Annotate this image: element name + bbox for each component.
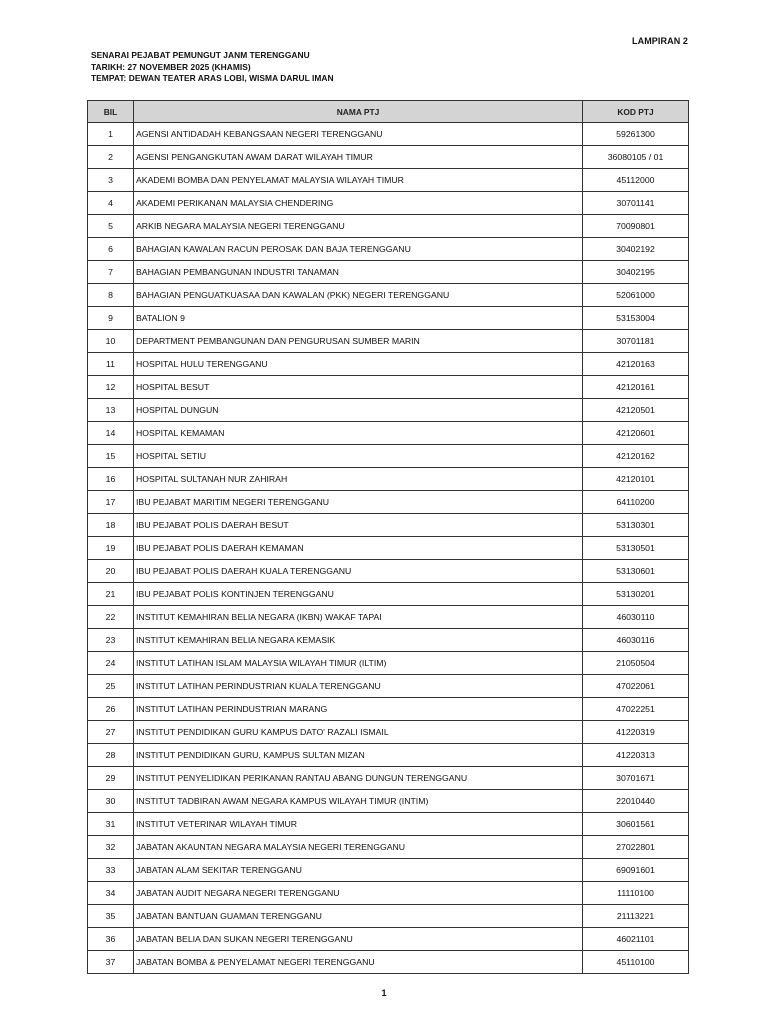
cell-kod-ptj: 27022801 — [583, 836, 689, 859]
cell-bil: 18 — [88, 514, 134, 537]
table-row — [88, 652, 689, 675]
cell-kod-ptj: 59261300 — [583, 123, 689, 146]
cell-nama-ptj: INSTITUT PENYELIDIKAN PERIKANAN RANTAU ABANG DUNGUN TERENGGANU — [134, 767, 583, 790]
cell-kod-ptj: 69091601 — [583, 859, 689, 882]
cell-nama-ptj: JABATAN BELIA DAN SUKAN NEGERI TERENGGANU — [134, 928, 583, 951]
table-row — [88, 813, 689, 836]
cell-bil: 35 — [88, 905, 134, 928]
column-header-kod: KOD PTJ — [583, 101, 689, 123]
cell-nama-ptj: IBU PEJABAT POLIS DAERAH KUALA TERENGGANU — [134, 560, 583, 583]
cell-bil: 25 — [88, 675, 134, 698]
table-row — [88, 859, 689, 882]
cell-bil: 27 — [88, 721, 134, 744]
table-row — [88, 238, 689, 261]
cell-kod-ptj: 64110200 — [583, 491, 689, 514]
cell-nama-ptj: BAHAGIAN PENGUATKUASAA DAN KAWALAN (PKK) NEGERI TERENGGANU — [134, 284, 583, 307]
cell-kod-ptj: 45112000 — [583, 169, 689, 192]
cell-bil: 9 — [88, 307, 134, 330]
cell-kod-ptj: 21113221 — [583, 905, 689, 928]
column-header-nama: NAMA PTJ — [134, 101, 583, 123]
cell-nama-ptj: HOSPITAL KEMAMAN — [134, 422, 583, 445]
ptj-table — [87, 100, 689, 974]
cell-nama-ptj: IBU PEJABAT MARITIM NEGERI TERENGGANU — [134, 491, 583, 514]
cell-nama-ptj: JABATAN ALAM SEKITAR TERENGGANU — [134, 859, 583, 882]
cell-nama-ptj: ARKIB NEGARA MALAYSIA NEGERI TERENGGANU — [134, 215, 583, 238]
cell-nama-ptj: INSTITUT PENDIDIKAN GURU KAMPUS DATO' RAZALI ISMAIL — [134, 721, 583, 744]
cell-nama-ptj: HOSPITAL SULTANAH NUR ZAHIRAH — [134, 468, 583, 491]
cell-kod-ptj: 42120162 — [583, 445, 689, 468]
table-row — [88, 790, 689, 813]
table-row — [88, 514, 689, 537]
cell-bil: 20 — [88, 560, 134, 583]
column-header-bil: BIL — [88, 101, 134, 123]
cell-kod-ptj: 46030116 — [583, 629, 689, 652]
cell-kod-ptj: 11110100 — [583, 882, 689, 905]
cell-bil: 24 — [88, 652, 134, 675]
cell-kod-ptj: 42120163 — [583, 353, 689, 376]
lampiran-label: LAMPIRAN 2 — [632, 36, 689, 46]
cell-kod-ptj: 53130601 — [583, 560, 689, 583]
table-row — [88, 905, 689, 928]
cell-bil: 17 — [88, 491, 134, 514]
table-body — [88, 123, 689, 974]
cell-bil: 34 — [88, 882, 134, 905]
cell-kod-ptj: 41220313 — [583, 744, 689, 767]
cell-bil: 4 — [88, 192, 134, 215]
cell-bil: 36 — [88, 928, 134, 951]
cell-kod-ptj: 53130301 — [583, 514, 689, 537]
document-header — [91, 50, 334, 85]
cell-bil: 19 — [88, 537, 134, 560]
cell-nama-ptj: AKADEMI BOMBA DAN PENYELAMAT MALAYSIA WILAYAH TIMUR — [134, 169, 583, 192]
cell-bil: 28 — [88, 744, 134, 767]
cell-kod-ptj: 47022061 — [583, 675, 689, 698]
cell-bil: 37 — [88, 951, 134, 974]
cell-kod-ptj: 30701671 — [583, 767, 689, 790]
table-row — [88, 422, 689, 445]
cell-nama-ptj: HOSPITAL BESUT — [134, 376, 583, 399]
table-row — [88, 169, 689, 192]
cell-bil: 14 — [88, 422, 134, 445]
cell-nama-ptj: HOSPITAL SETIU — [134, 445, 583, 468]
cell-nama-ptj: INSTITUT KEMAHIRAN BELIA NEGARA (IKBN) WAKAF TAPAI — [134, 606, 583, 629]
cell-bil: 13 — [88, 399, 134, 422]
cell-kod-ptj: 42120161 — [583, 376, 689, 399]
table-row — [88, 376, 689, 399]
table-row — [88, 629, 689, 652]
cell-bil: 33 — [88, 859, 134, 882]
page-number: 1 — [381, 988, 387, 998]
cell-nama-ptj: HOSPITAL HULU TERENGGANU — [134, 353, 583, 376]
cell-nama-ptj: AKADEMI PERIKANAN MALAYSIA CHENDERING — [134, 192, 583, 215]
table-row — [88, 215, 689, 238]
cell-nama-ptj: INSTITUT LATIHAN PERINDUSTRIAN MARANG — [134, 698, 583, 721]
cell-kod-ptj: 30601561 — [583, 813, 689, 836]
cell-bil: 21 — [88, 583, 134, 606]
cell-kod-ptj: 53130201 — [583, 583, 689, 606]
cell-bil: 23 — [88, 629, 134, 652]
cell-nama-ptj: JABATAN AUDIT NEGARA NEGERI TERENGGANU — [134, 882, 583, 905]
cell-nama-ptj: BATALION 9 — [134, 307, 583, 330]
cell-nama-ptj: INSTITUT LATIHAN ISLAM MALAYSIA WILAYAH TIMUR (ILTIM) — [134, 652, 583, 675]
cell-bil: 16 — [88, 468, 134, 491]
table-row — [88, 468, 689, 491]
cell-nama-ptj: DEPARTMENT PEMBANGUNAN DAN PENGURUSAN SUMBER MARIN — [134, 330, 583, 353]
cell-kod-ptj: 22010440 — [583, 790, 689, 813]
cell-bil: 7 — [88, 261, 134, 284]
table-row — [88, 353, 689, 376]
cell-bil: 2 — [88, 146, 134, 169]
table-row — [88, 560, 689, 583]
cell-kod-ptj: 45110100 — [583, 951, 689, 974]
table-row — [88, 744, 689, 767]
cell-nama-ptj: INSTITUT VETERINAR WILAYAH TIMUR — [134, 813, 583, 836]
cell-nama-ptj: BAHAGIAN PEMBANGUNAN INDUSTRI TANAMAN — [134, 261, 583, 284]
table-row — [88, 721, 689, 744]
cell-bil: 15 — [88, 445, 134, 468]
cell-nama-ptj: JABATAN BANTUAN GUAMAN TERENGGANU — [134, 905, 583, 928]
cell-kod-ptj: 53153004 — [583, 307, 689, 330]
cell-kod-ptj: 30701141 — [583, 192, 689, 215]
cell-bil: 3 — [88, 169, 134, 192]
table-row — [88, 284, 689, 307]
table-header-row — [88, 101, 689, 123]
cell-kod-ptj: 21050504 — [583, 652, 689, 675]
cell-nama-ptj: BAHAGIAN KAWALAN RACUN PEROSAK DAN BAJA TERENGGANU — [134, 238, 583, 261]
cell-bil: 30 — [88, 790, 134, 813]
cell-bil: 12 — [88, 376, 134, 399]
cell-bil: 10 — [88, 330, 134, 353]
cell-bil: 32 — [88, 836, 134, 859]
cell-bil: 5 — [88, 215, 134, 238]
cell-kod-ptj: 46021101 — [583, 928, 689, 951]
table-row — [88, 836, 689, 859]
table-row — [88, 261, 689, 284]
table-row — [88, 951, 689, 974]
cell-kod-ptj: 30402195 — [583, 261, 689, 284]
cell-nama-ptj: JABATAN BOMBA & PENYELAMAT NEGERI TERENGGANU — [134, 951, 583, 974]
cell-bil: 31 — [88, 813, 134, 836]
header-date: TARIKH: 27 NOVEMBER 2025 (KHAMIS) — [91, 61, 251, 72]
cell-nama-ptj: AGENSI PENGANGKUTAN AWAM DARAT WILAYAH TIMUR — [134, 146, 583, 169]
header-venue: TEMPAT: DEWAN TEATER ARAS LOBI, WISMA DARUL IMAN — [91, 73, 334, 83]
cell-kod-ptj: 42120601 — [583, 422, 689, 445]
table-row — [88, 399, 689, 422]
table-row — [88, 330, 689, 353]
table-row — [88, 882, 689, 905]
table-row — [88, 445, 689, 468]
cell-kod-ptj: 47022251 — [583, 698, 689, 721]
table-row — [88, 675, 689, 698]
table-row — [88, 928, 689, 951]
cell-bil: 6 — [88, 238, 134, 261]
cell-bil: 22 — [88, 606, 134, 629]
cell-nama-ptj: IBU PEJABAT POLIS KONTINJEN TERENGGANU — [134, 583, 583, 606]
cell-kod-ptj: 42120101 — [583, 468, 689, 491]
cell-nama-ptj: INSTITUT PENDIDIKAN GURU, KAMPUS SULTAN MIZAN — [134, 744, 583, 767]
cell-bil: 26 — [88, 698, 134, 721]
cell-nama-ptj: INSTITUT TADBIRAN AWAM NEGARA KAMPUS WILAYAH TIMUR (INTIM) — [134, 790, 583, 813]
cell-bil: 29 — [88, 767, 134, 790]
table-row — [88, 491, 689, 514]
table-header — [88, 101, 689, 123]
table-row — [88, 583, 689, 606]
header-title: SENARAI PEJABAT PEMUNGUT JANM TERENGGANU — [91, 50, 310, 60]
cell-kod-ptj: 70090801 — [583, 215, 689, 238]
cell-bil: 11 — [88, 353, 134, 376]
table-row — [88, 146, 689, 169]
cell-nama-ptj: INSTITUT KEMAHIRAN BELIA NEGARA KEMASIK — [134, 629, 583, 652]
cell-bil: 8 — [88, 284, 134, 307]
cell-kod-ptj: 41220319 — [583, 721, 689, 744]
cell-kod-ptj: 36080105 / 01 — [583, 146, 689, 169]
cell-nama-ptj: HOSPITAL DUNGUN — [134, 399, 583, 422]
cell-nama-ptj: IBU PEJABAT POLIS DAERAH BESUT — [134, 514, 583, 537]
table-row — [88, 123, 689, 146]
table-row — [88, 192, 689, 215]
cell-bil: 1 — [88, 123, 134, 146]
cell-kod-ptj: 30701181 — [583, 330, 689, 353]
cell-nama-ptj: IBU PEJABAT POLIS DAERAH KEMAMAN — [134, 537, 583, 560]
cell-kod-ptj: 52061000 — [583, 284, 689, 307]
cell-nama-ptj: AGENSI ANTIDADAH KEBANGSAAN NEGERI TERENGGANU — [134, 123, 583, 146]
cell-kod-ptj: 53130501 — [583, 537, 689, 560]
table-row — [88, 606, 689, 629]
table-row — [88, 767, 689, 790]
cell-kod-ptj: 46030110 — [583, 606, 689, 629]
cell-kod-ptj: 30402192 — [583, 238, 689, 261]
cell-kod-ptj: 42120501 — [583, 399, 689, 422]
cell-nama-ptj: INSTITUT LATIHAN PERINDUSTRIAN KUALA TERENGGANU — [134, 675, 583, 698]
table-row — [88, 698, 689, 721]
cell-nama-ptj: JABATAN AKAUNTAN NEGARA MALAYSIA NEGERI TERENGGANU — [134, 836, 583, 859]
table-row — [88, 537, 689, 560]
table-row — [88, 307, 689, 330]
